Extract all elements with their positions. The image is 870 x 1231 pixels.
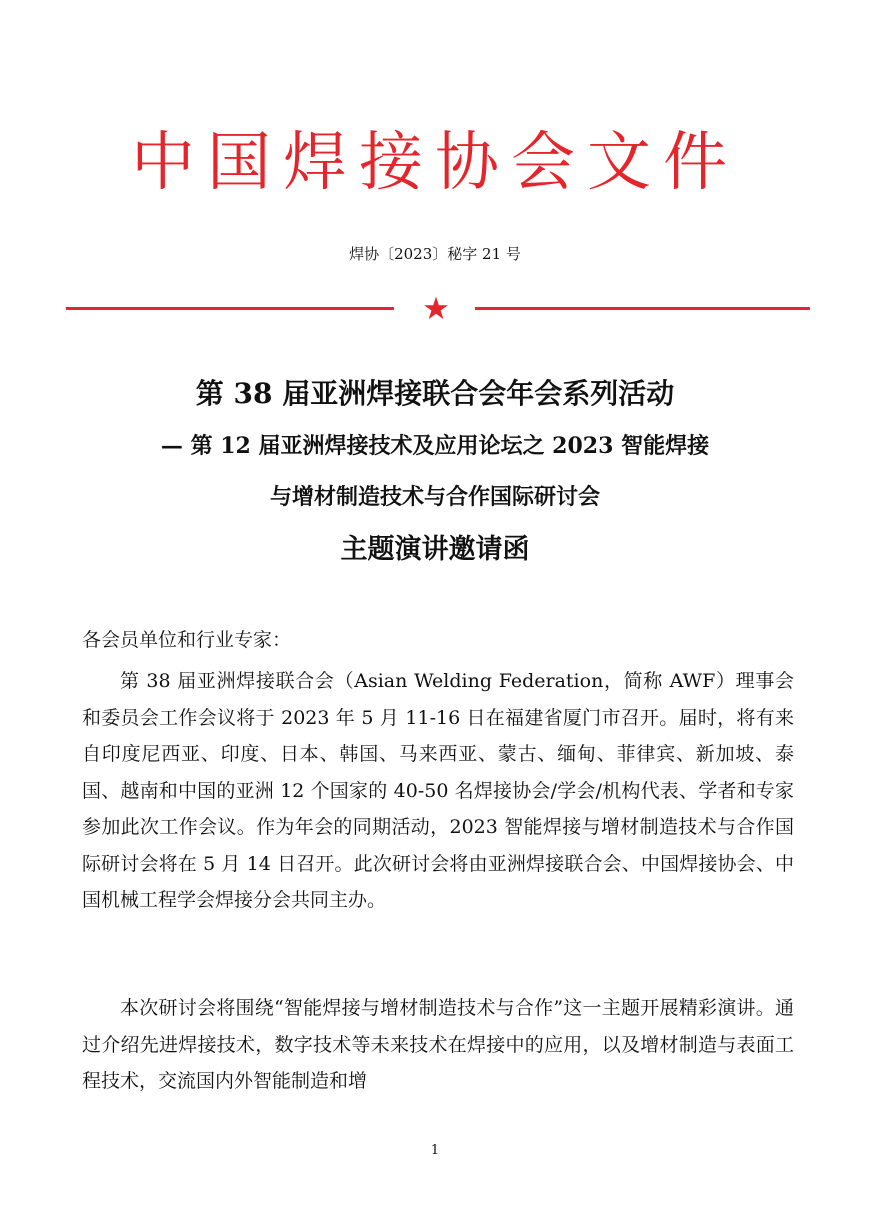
body-paragraph-1: 第 38 届亚洲焊接联合会（Asian Welding Federation，简称 AWF）理事会和委员会工作会议将于 2023 年 5 月 11-16 日在福建省厦门市召开。届时，将有来自印度尼西亚、印度、日本、韩国、马来西亚、蒙古、缅甸、菲律宾、新加坡、泰国、越南和中国的亚洲 12 个国家的 40-50 名焊接协会/学会/机构代表、学者和专家参加此次工作会议。作为年会的同期活动，2023 智能焊接与增材制造技术与合作国际研讨会将在 5 月 14 日召开。此次研讨会将由亚洲焊接联合会、中国焊接协会、中国机械工程学会焊接分会共同主办。 (82, 670, 794, 911)
star-icon: ★ (422, 291, 450, 327)
page-number: 1 (430, 1143, 440, 1158)
header-divider-left (66, 307, 394, 310)
title-line-1: 第 38 届亚洲焊接联合会年会系列活动 (195, 377, 675, 410)
body-paragraph-2: 本次研讨会将围绕“智能焊接与增材制造技术与合作”这一主题开展精彩演讲。通过介绍先进焊接技术，数字技术等未来技术在焊接中的应用，以及增材制造与表面工程技术，交流国内外智能制造和增 (82, 997, 794, 1092)
document-header-title: 中国焊接协会文件 (131, 126, 739, 200)
header-divider-right (475, 307, 810, 310)
salutation: 各会员单位和行业专家： (82, 629, 292, 651)
document-number: 焊协〔2023〕秘字 21 号 (349, 245, 521, 263)
title-line-4: 主题演讲邀请函 (340, 534, 530, 565)
title-line-3: 与增材制造技术与合作国际研讨会 (269, 484, 600, 510)
title-line-2: — 第 12 届亚洲焊接技术及应用论坛之 2023 智能焊接 (160, 433, 710, 459)
